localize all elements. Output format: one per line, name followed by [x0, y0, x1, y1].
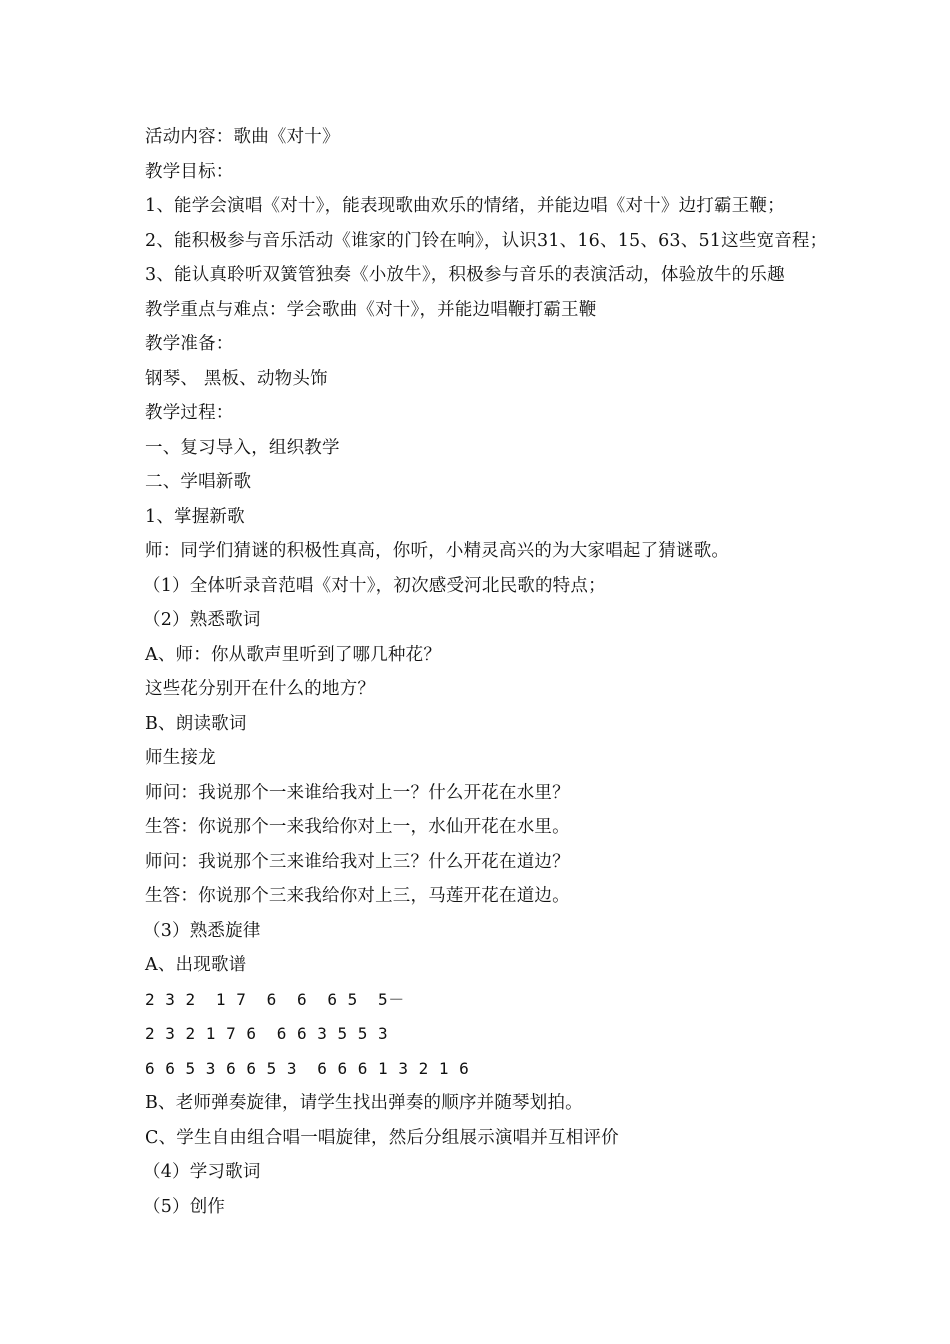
- section-two-heading: 二、学唱新歌: [145, 472, 252, 492]
- call-response-heading: 师生接龙: [145, 748, 216, 768]
- student-answer-1: 生答：你说那个一来我给你对上一，水仙开花在水里。: [145, 817, 570, 837]
- score-line-3: 6 6 5 3 6 6 5 3 6 6 6 1 3 2 1 6: [145, 1058, 470, 1078]
- reading-b-line: B、朗读歌词: [145, 713, 247, 734]
- question-a-line: A、师：你从歌声里听到了哪几种花？: [145, 644, 442, 665]
- teaching-goals-heading: 教学目标：: [145, 161, 234, 182]
- question-a-followup: 这些花分别开在什么的地方？: [145, 679, 376, 699]
- score-a-line: A、出现歌谱: [145, 955, 247, 975]
- student-answer-3: 生答：你说那个三来我给你对上三，马莲开花在道边。: [145, 886, 570, 906]
- goal-item-1: 1、能学会演唱《对十》，能表现歌曲欢乐的情绪，并能边唱《对十》边打霸王鞭；: [145, 196, 785, 216]
- process-heading: 教学过程：: [145, 403, 234, 423]
- step-4-line: （4）学习歌词: [143, 1162, 261, 1182]
- preparation-items: 钢琴、 黑板、动物头饰: [145, 368, 328, 389]
- preparation-heading: 教学准备：: [145, 334, 234, 354]
- activity-content-line: 活动内容：歌曲《对十》: [145, 127, 340, 147]
- subsection-1-heading: 1、掌握新歌: [145, 506, 245, 527]
- step-3-line: （3）熟悉旋律: [143, 920, 261, 941]
- step-2-line: （2）熟悉歌词: [143, 610, 261, 630]
- score-line-2: 2 3 2 1 7 6 6 6 3 5 5 3: [145, 1024, 389, 1043]
- teacher-ask-1: 师问：我说那个一来谁给我对上一？什么开花在水里？: [145, 782, 570, 803]
- melody-b-line: B、老师弹奏旋律，请学生找出弹奏的顺序并随琴划拍。: [145, 1093, 583, 1113]
- goal-item-3: 3、能认真聆听双簧管独奏《小放牛》，积极参与音乐的表演活动，体验放牛的乐趣: [145, 265, 785, 285]
- key-points-line: 教学重点与难点：学会歌曲《对十》，并能边唱鞭打霸王鞭: [145, 299, 597, 320]
- section-one-heading: 一、复习导入，组织教学: [145, 437, 340, 458]
- goal-item-2: 2、能积极参与音乐活动《谁家的门铃在响》，认识31、16、15、63、51这些宽音程；: [145, 230, 828, 251]
- score-line-1: 2 3 2 1 7 6 6 6 5 5－: [145, 989, 405, 1009]
- step-5-line: （5）创作: [143, 1196, 226, 1217]
- teacher-intro-line: 师：同学们猜谜的积极性真高，你听，小精灵高兴的为大家唱起了猜谜歌。: [145, 541, 730, 561]
- teacher-ask-3: 师问：我说那个三来谁给我对上三？什么开花在道边？: [145, 851, 570, 872]
- melody-c-line: C、学生自由组合唱一唱旋律，然后分组展示演唱并互相评价: [145, 1127, 619, 1148]
- step-1-line: （1）全体听录音范唱《对十》，初次感受河北民歌的特点；: [143, 575, 606, 596]
- document-body: [145, 120, 845, 1224]
